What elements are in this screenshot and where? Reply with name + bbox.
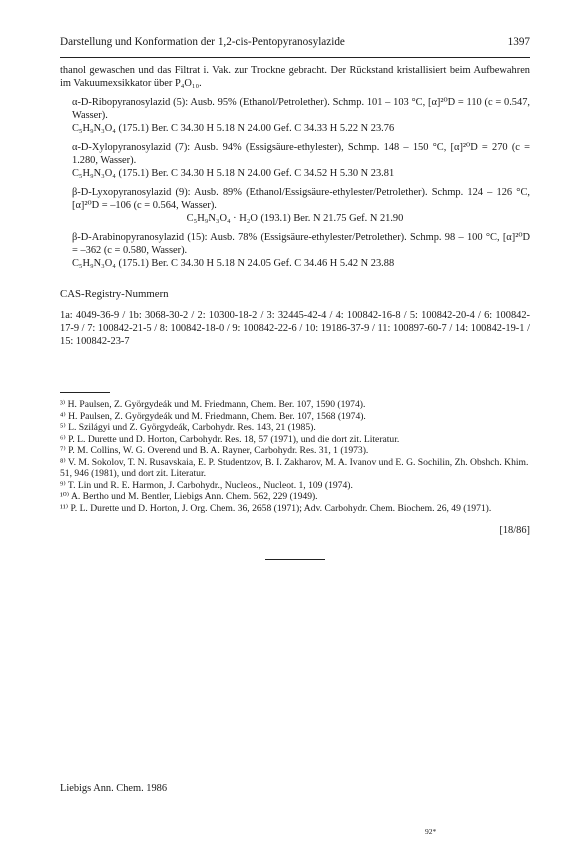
footnote-3: ³⁾ H. Paulsen, Z. Györgydeák und M. Friedmann, Chem. Ber. 107, 1590 (1974).: [60, 399, 366, 410]
footnote-10: ¹⁰⁾ A. Bertho und M. Bentler, Liebigs Ann. Chem. 562, 229 (1949).: [60, 491, 318, 502]
compound-9-entry: β-D-Lyxopyranosylazid (9): Ausb. 89% (Ethanol/Essigsäure-ethylester/Petrolether). Schmp. 124 – 126 °C, [α]²⁰D = –106 (c = 0.564, Wasser).: [72, 187, 530, 211]
cas-numbers: 1a: 4049-36-9 / 1b: 3068-30-2 / 2: 10300-18-2 / 3: 32445-42-4 / 4: 100842-16-8 / 5: 100842-20-4 / 6: 100842-17-9 / 7: 100842-21-5 / 8: 100842-18-0 / 9: 100842-22-6 / 10: 19186-37-9 / 11: 100897-60-7 / 14: 100842-19-1 / 15: 100842-23-7: [60, 310, 530, 347]
compound-5-entry: α-D-Ribopyranosylazid (5): Ausb. 95% (Ethanol/Petrolether). Schmp. 101 – 103 °C, [α]²⁰D = 110 (c = 0.547, Wasser).: [72, 97, 530, 121]
footnote-7: ⁷⁾ P. M. Collins, W. G. Overend und B. A. Rayner, Carbohydr. Res. 31, 1 (1973).: [60, 445, 369, 456]
footnote-4: ⁴⁾ H. Paulsen, Z. Györgydeák und M. Friedmann, Chem. Ber. 107, 1568 (1974).: [60, 410, 366, 422]
end-rule: [265, 559, 325, 560]
footnote-11: ¹¹⁾ P. L. Durette und D. Horton, J. Org. Chem. 36, 2658 (1971); Adv. Carbohydr. Chem. Biochem. 26, 49 (1971).: [60, 502, 492, 514]
journal-footer: Liebigs Ann. Chem. 1986: [60, 783, 168, 794]
running-header: [60, 36, 530, 58]
main-text: [60, 64, 530, 560]
header-title: Darstellung und Konformation der 1,2-cis-Pentopyranosylazide: [60, 36, 345, 48]
footnote-6: ⁶⁾ P. L. Durette und D. Horton, Carbohydr. Res. 18, 57 (1971), und die dort zit. Literatur.: [60, 433, 400, 445]
compound-7-analysis: C₅H₉N₃O₄ (175.1) Ber. C 34.30 H 5.18 N 24.00 Gef. C 34.52 H 5.30 N 23.81: [72, 168, 395, 179]
paragraph-intro: thanol gewaschen und das Filtrat i. Vak. zur Trockne gebracht. Der Rückstand kristallisiert beim Aufbewahren im Vakuumexsikkator über P₄O₁₀.: [60, 65, 530, 89]
footnote-5: ⁵⁾ L. Szilágyi und Z. Györgydeák, Carbohydr. Res. 143, 21 (1985).: [60, 422, 316, 433]
compound-9-analysis: C₅H₉N₃O₄ · H₂O (193.1) Ber. N 21.75 Gef. N 21.90: [186, 213, 404, 224]
signature-mark: 92*: [425, 827, 437, 836]
footnote-8: ⁸⁾ V. M. Sokolov, T. N. Rusavskaia, E. P. Studentzov, B. I. Zakharov, M. A. Ivanov und E. G. Sochilin, Zh. Obshch. Khim. 51, 946 (1981), und dort zit. Literatur.: [60, 456, 529, 479]
header-page-number: 1397: [507, 36, 530, 48]
compound-7-entry: α-D-Xylopyranosylazid (7): Ausb. 94% (Essigsäure-ethylester), Schmp. 148 – 150 °C, [α]²⁰D = 270 (c = 1.280, Wasser).: [72, 142, 530, 166]
compound-5-analysis: C₅H₉N₃O₄ (175.1) Ber. C 34.30 H 5.18 N 24.00 Gef. C 34.33 H 5.22 N 23.76: [72, 123, 395, 134]
cas-heading: CAS-Registry-Nummern: [60, 288, 169, 300]
manuscript-code: [18/86]: [499, 525, 530, 536]
compound-15-entry: β-D-Arabinopyranosylazid (15): Ausb. 78% (Essigsäure-ethylester/Petrolether). Schmp. 98 – 100 °C, [α]²⁰D = –362 (c = 0.580, Wasser).: [72, 232, 530, 256]
footnote-9: ⁹⁾ T. Lin und R. E. Harmon, J. Carbohydr., Nucleos., Nucleot. 1, 109 (1974).: [60, 479, 353, 491]
compound-15-analysis: C₅H₉N₃O₄ (175.1) Ber. C 34.30 H 5.18 N 24.05 Gef. C 34.46 H 5.42 N 23.88: [72, 258, 395, 269]
footnote-rule: [60, 392, 110, 393]
